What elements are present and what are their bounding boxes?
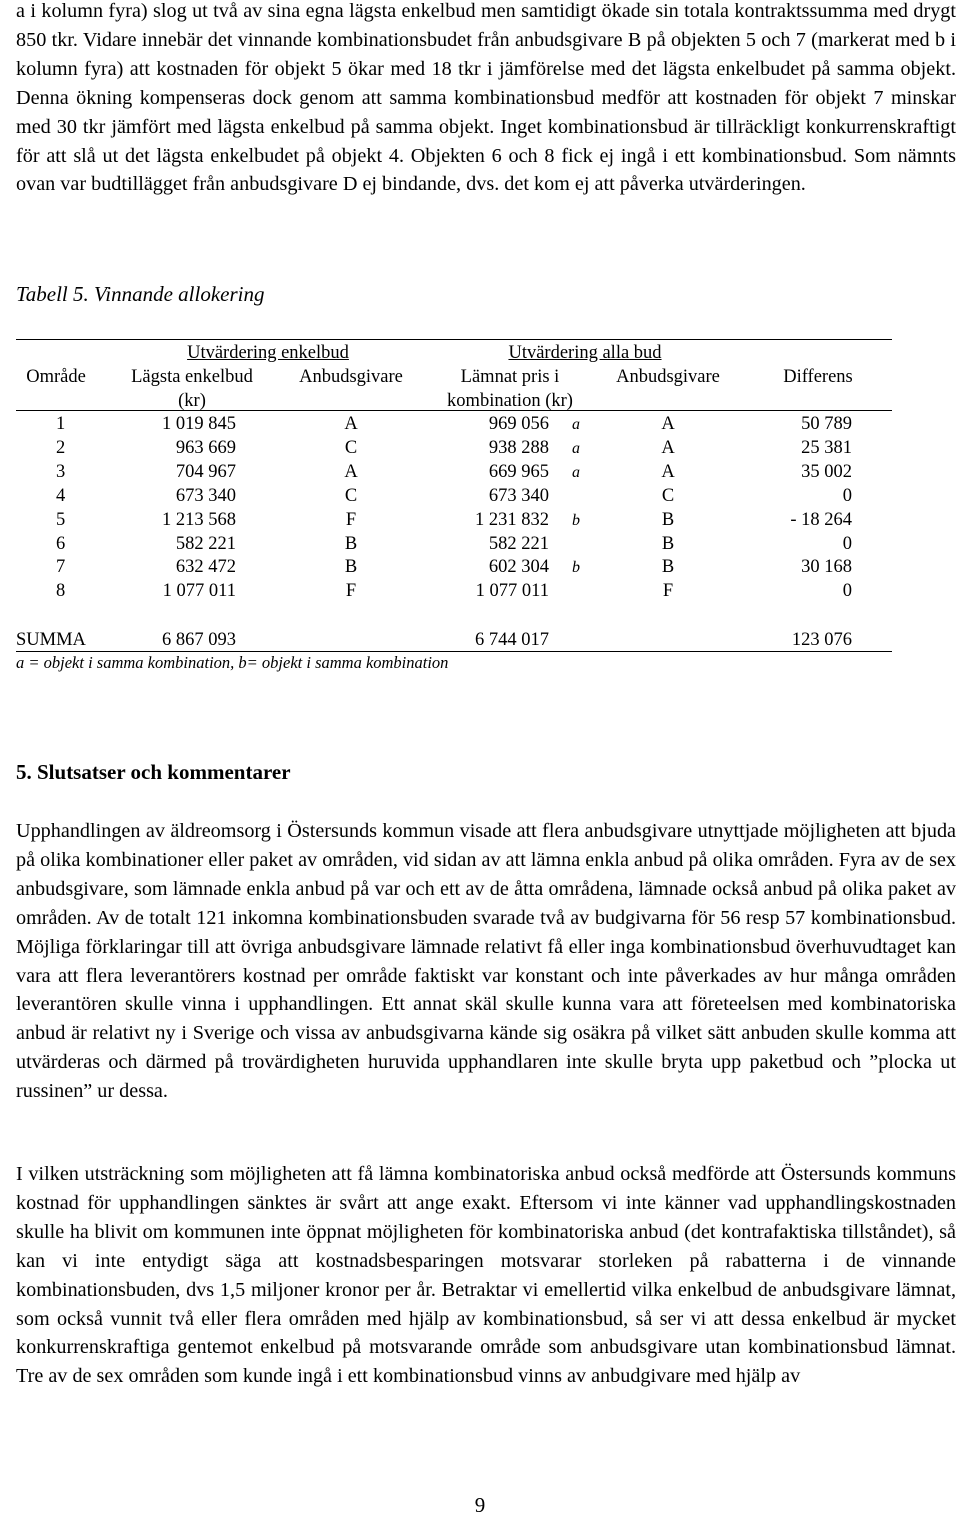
header-bidder-all: Anbudsgivare [616,367,720,387]
table-footnote: a = objekt i samma kombination, b= objekt i samma kombination [16,653,449,672]
table-bottom-rule [16,651,892,652]
cell-combination-mark: b [572,559,580,577]
sum-label: SUMMA [16,630,86,650]
cell-area: 3 [56,461,66,482]
cell-combination-mark: a [572,439,580,457]
cell-combination-price: 582 221 [488,533,549,554]
table-header-rule [16,410,892,411]
cell-bidder-all: B [661,509,675,530]
cell-lowest: 963 669 [175,437,236,458]
cell-bidder-all: A [661,414,675,434]
cell-area: 4 [56,485,66,506]
cell-combination-price: 602 304 [488,557,549,578]
cell-combination-mark: b [572,511,580,529]
cell-difference: 25 381 [801,437,852,458]
header-combination-unit: kombination (kr) [447,391,573,411]
cell-combination-price: 969 056 [488,414,549,434]
cell-combination-price: 669 965 [488,461,549,482]
table-caption: Tabell 5. Vinnande allokering [16,282,265,306]
cell-lowest: 1 019 845 [162,414,236,434]
cell-lowest: 704 967 [175,461,236,482]
cell-difference: 50 789 [801,414,852,434]
header-lowest-unit: (kr) [178,391,206,411]
section-heading: 5. Slutsatser och kommentarer [16,760,291,784]
sum-difference: 123 076 [791,630,852,650]
cell-area: 2 [56,437,66,458]
cell-bidder-all: F [662,581,674,602]
cell-bidder-all: A [661,437,675,458]
cell-bidder-single: B [344,533,358,554]
cell-difference: - 18 264 [790,509,852,530]
cell-difference: 30 168 [801,557,852,578]
section-paragraph-2: I vilken utsträckning som möjligheten att få lämna kombinatoriska anbud också medförde att Östersunds kommuns kostnad för upphandlingen sänktes är svårt att ange exakt. Eftersom vi inte känner vad upphandlingskostnaden skulle ha blivit om kommunen inte öppnat möjligheten för kombinatoriska anbud (det kontrafaktiska tillståndet), så kan vi inte entydigt säga att kostnadsbesparingen motsvarar storleken på rabatterna i de vinnande kombinationsbuden, dvs 1,5 miljoner kronor per år. Betraktar vi emellertid vilka enkelbud de anbudsgivare lämnat, som också vunnit två eller flera områden med hjälp av kombinationsbud, så ser vi att dessa enkelbud är mycket konkurrenskraftiga gentemot enkelbud på motsvarande område som anbudsgivare utan kombinationsbud lämnat. Tre av de sex områden som kunde ingå i ett kombinationsbud vinns av anbudgivare med hjälp av [16,1163,956,1388]
cell-bidder-all: B [661,533,675,554]
header-lowest-single-bid: Lägsta enkelbud [131,367,253,387]
cell-difference: 0 [842,581,852,602]
cell-lowest: 1 213 568 [162,509,236,530]
cell-bidder-single: F [345,581,357,602]
sum-lowest: 6 867 093 [162,630,236,650]
cell-lowest: 582 221 [175,533,236,554]
table-top-rule [16,339,892,340]
header-area: Område [26,367,86,387]
section-paragraph-1: Upphandlingen av äldreomsorg i Östersunds kommun visade att flera anbudsgivare utnyttjade möjligheten att bjuda på olika kombinationer eller paket av områden, vid sidan av att lämna enkla anbud på olika områden. Fyra av de sex anbudsgivare, som lämnade enkla anbud på var och ett av de åtta områdena, lämnade också anbud på olika paket av områden. Av de totalt 121 inkomna kombinationsbuden svarade två av budgivarna för 56 resp 57 kombinationsbud. Möjliga förklaringar till att övriga anbudsgivare lämnade relativt få eller inga kombinationsbud överhuvudtaget kan vara att flera leverantörers kostnad per område faktiskt var konstant och inte påverkades av hur många områden leverantören skulle vinna i upphandlingen. Ett annat skäl skulle kunna vara att företeelsen med kombinatoriska anbud är relativt ny i Sverige och vissa av anbudsgivarna kände sig osäkra på vilket sätt anbuden skulle komma att utvärderas och därmed på trovärdigheten huruvida upphandlaren inte skulle bryta upp paketbud och ”plocka ut russinen” ur dessa. [16,820,956,1103]
cell-combination-price: 1 231 832 [475,509,549,530]
cell-area: 1 [56,414,66,434]
cell-bidder-single: C [344,437,358,458]
header-difference: Differens [783,367,853,387]
cell-bidder-all: A [661,461,675,482]
cell-difference: 0 [842,533,852,554]
cell-area: 5 [56,509,66,530]
cell-bidder-all: B [661,557,675,578]
cell-bidder-single: C [344,485,358,506]
cell-bidder-single: B [344,557,358,578]
cell-area: 7 [56,557,66,578]
header-bidder-single: Anbudsgivare [299,367,403,387]
cell-difference: 0 [842,485,852,506]
group-header-all-bids: Utvärdering alla bud [508,343,662,363]
cell-combination-mark: a [572,463,580,481]
cell-lowest: 673 340 [175,485,236,506]
cell-combination-mark: a [572,416,580,433]
cell-combination-price: 1 077 011 [475,581,549,602]
header-combination-price: Lämnat pris i [460,367,560,387]
cell-bidder-single: F [345,509,357,530]
sum-combination-price: 6 744 017 [475,630,549,650]
cell-area: 8 [56,581,66,602]
intro-paragraph: a i kolumn fyra) slog ut två av sina egna lägsta enkelbud men samtidigt ökade sin totala kontraktssumma med drygt 850 tkr. Vidare innebär det vinnande kombinationsbudet från anbudsgivare B på objekten 5 och 7 (markerat med b i kolumn fyra) att kostnaden för objekt 5 ökar med 18 tkr i jämförelse med det lägsta enkelbudet på samma objekt. Denna ökning kompenseras dock genom att samma kombinationsbud medför att kostnaden för objekt 7 minskar med 30 tkr jämfört med lägsta enkelbud på samma objekt. Inget kombinationsbud är tillräckligt konkurrenskraftigt för att slå ut det lägsta enkelbudet på objekt 4. Objekten 6 och 8 fick ej ingå i ett kombinationsbud. Som nämnts ovan var budtillägget från anbudsgivare D ej bindande, dvs. det kom ej att påverka utvärderingen. [16,0,956,196]
cell-difference: 35 002 [801,461,852,482]
cell-bidder-single: A [344,461,358,482]
cell-combination-price: 938 288 [488,437,549,458]
cell-combination-price: 673 340 [488,485,549,506]
cell-bidder-all: C [661,485,675,506]
cell-area: 6 [56,533,66,554]
cell-bidder-single: A [344,414,358,434]
allocation-table [0,0,960,700]
page-number: 9 [474,1493,486,1517]
cell-lowest: 1 077 011 [162,581,236,602]
cell-lowest: 632 472 [175,557,236,578]
group-header-single-bids: Utvärdering enkelbud [187,343,349,363]
